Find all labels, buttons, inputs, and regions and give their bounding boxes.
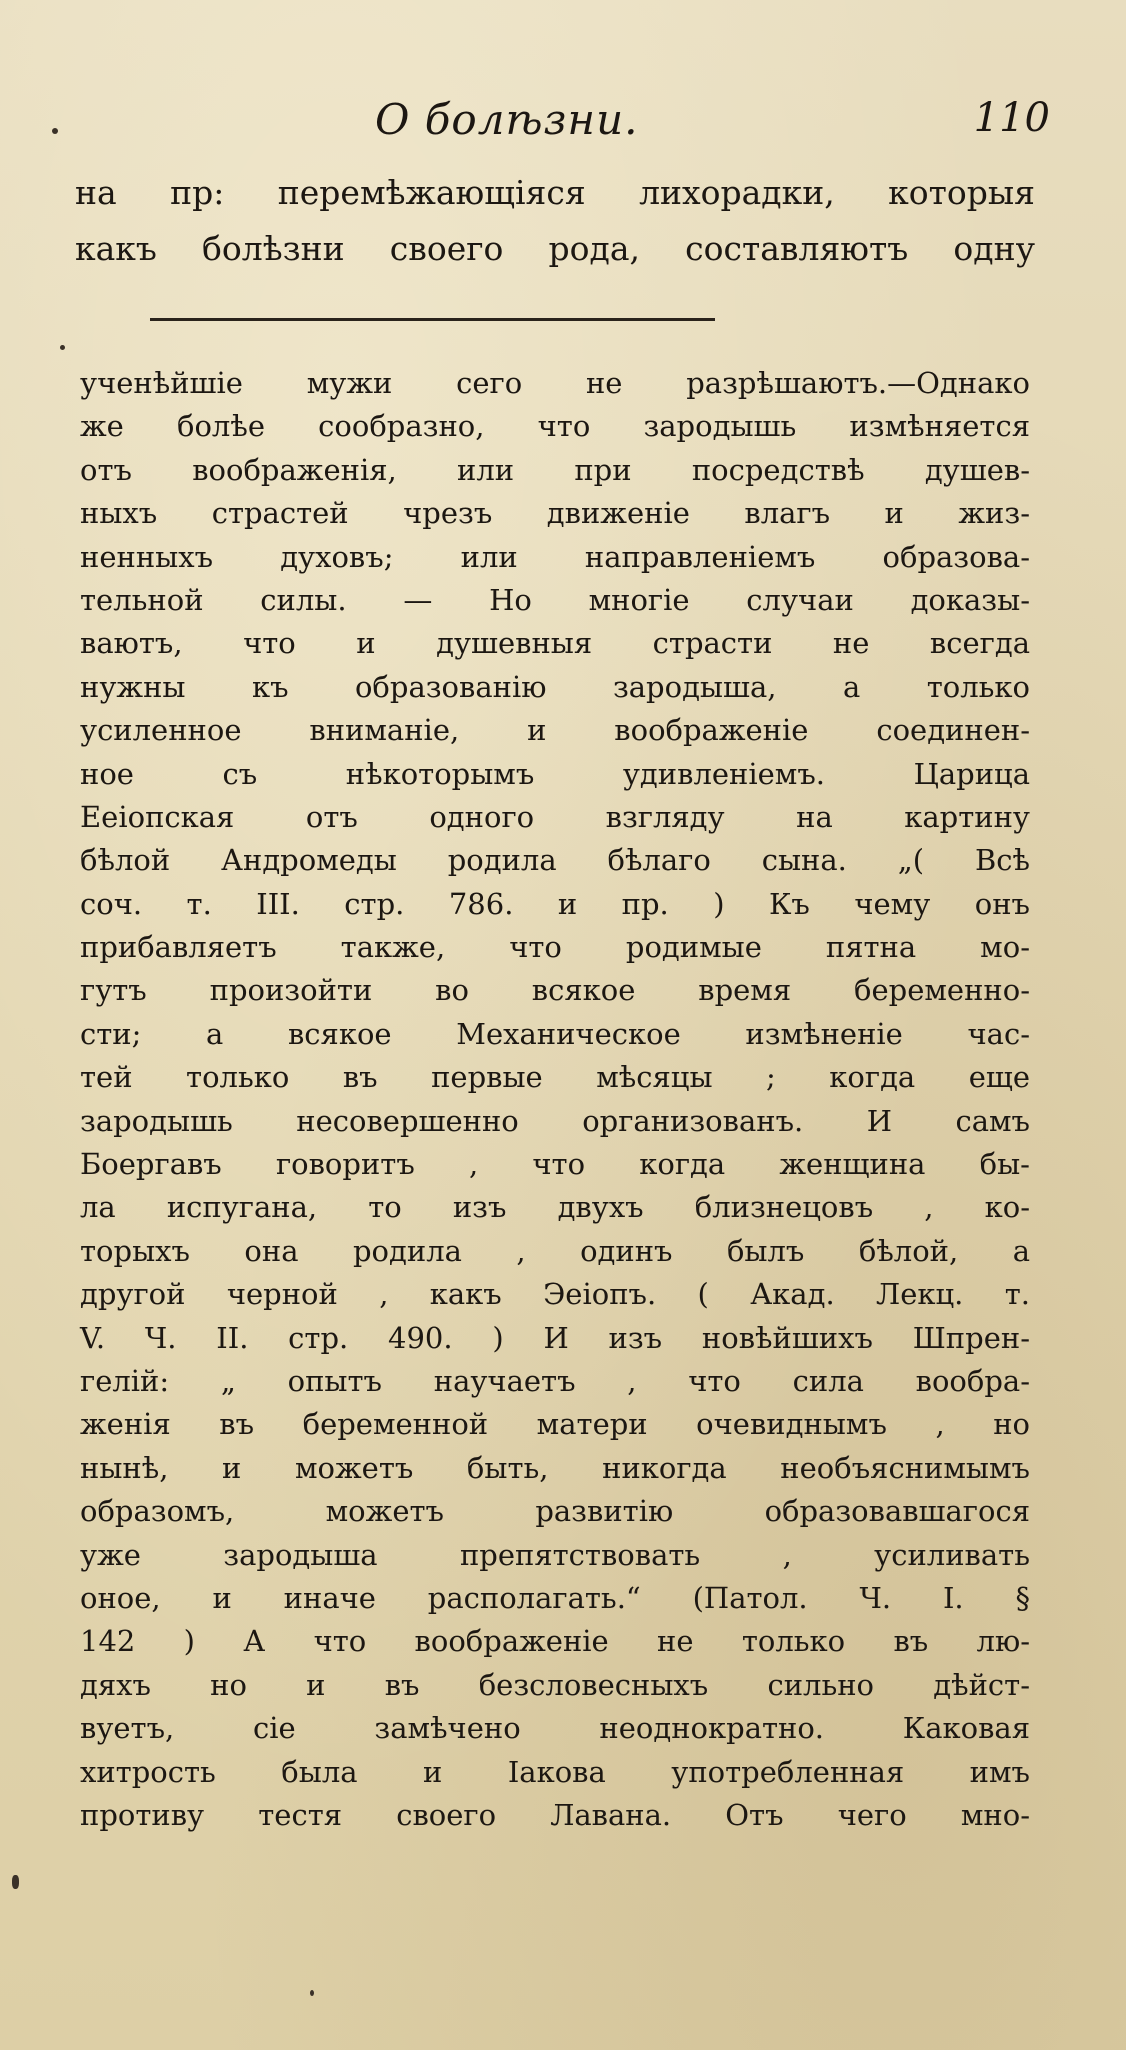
footnote-line: ныхъ страстей чрезъ движеніе влагъ и жиз- <box>80 496 1030 531</box>
footnote-line: ученѣйшіе мужи сего не разрѣшаютъ.—Однако <box>80 366 1030 400</box>
footnote-line: тельной силы. — Но многіе случаи доказы- <box>80 582 1030 617</box>
running-title: О болѣзни. <box>375 95 639 144</box>
footnote-line: образомъ, можетъ развитію образовавшагося <box>80 1494 1030 1529</box>
footnote-line: нынѣ, и можетъ быть, никогда необъяснимымъ <box>80 1450 1030 1485</box>
page-number: 110 <box>973 95 1050 141</box>
footnote-line: 142 ) А что воображеніе не только въ лю- <box>80 1624 1030 1659</box>
ink-speck <box>12 1875 19 1889</box>
footnote-line: ненныхъ духовъ; или направленіемъ образова- <box>80 539 1030 574</box>
main-text-line: какъ болѣзни своего рода, составляютъ одну <box>75 229 1035 268</box>
footnote-line: хитрость была и Іакова употребленная имъ <box>80 1754 1030 1789</box>
footnote-line: другой черной , какъ Эеіопъ. ( Акад. Лекц. т. <box>80 1277 1030 1312</box>
footnote-line: отъ воображенія, или при посредствѣ душев- <box>80 452 1030 487</box>
footnote-line: прибавляетъ также, что родимые пятна мо- <box>80 930 1030 965</box>
main-text <box>75 165 1035 277</box>
footnote-line: гелій: „ опытъ научаетъ , что сила вообра- <box>80 1363 1030 1398</box>
footnote-line: женія въ беременной матери очевиднымъ , но <box>80 1407 1030 1442</box>
footnote-line: противу тестя своего Лавана. Отъ чего мно- <box>80 1797 1030 1832</box>
footnote-line: тей только въ первые мѣсяцы ; когда еще <box>80 1060 1030 1095</box>
footnote-line: соч. т. III. стр. 786. и пр. ) Къ чему онъ <box>80 886 1030 921</box>
footnote-line: торыхъ она родила , одинъ былъ бѣлой, а <box>80 1233 1030 1268</box>
page-header <box>70 95 1050 155</box>
footnote-line: вуетъ, сіе замѣчено неоднократно. Каковая <box>80 1711 1030 1746</box>
footnote-line: Ееіопская отъ одного взгляду на картину <box>80 799 1030 834</box>
footnote-line: же болѣе сообразно, что зародышь измѣняется <box>80 409 1030 444</box>
footnote-line: сти; а всякое Механическое измѣненіе час- <box>80 1016 1030 1051</box>
footnote-line: ваютъ, что и душевныя страсти не всегда <box>80 626 1030 661</box>
footnote-line: оное, и иначе располагать.“ (Патол. Ч. I. § <box>80 1580 1030 1615</box>
footnote <box>80 362 1030 1837</box>
ink-speck <box>60 345 65 350</box>
footnote-line: дяхъ но и въ безсловесныхъ сильно дѣйст- <box>80 1667 1030 1702</box>
footnote-line: бѣлой Андромеды родила бѣлаго сына. „( Всѣ <box>80 843 1030 878</box>
footnote-line: ла испугана, то изъ двухъ близнецовъ , ко- <box>80 1190 1030 1225</box>
main-text-line: на пр: перемѣжающіяся лихорадки, которыя <box>75 173 1035 212</box>
footnote-line: уже зародыша препятствовать , усиливать <box>80 1537 1030 1572</box>
footnote-line: ное съ нѣкоторымъ удивленіемъ. Царица <box>80 756 1030 791</box>
ink-speck <box>52 128 58 134</box>
footnote-line: Боергавъ говоритъ , что когда женщина бы- <box>80 1147 1030 1182</box>
footnote-line: гутъ произойти во всякое время беременно- <box>80 973 1030 1008</box>
footnote-rule <box>150 318 715 321</box>
footnote-line: нужны къ образованію зародыша, а только <box>80 669 1030 704</box>
ink-speck <box>310 1990 314 1996</box>
footnote-line: V. Ч. II. стр. 490. ) И изъ новѣйшихъ Шпрен- <box>80 1320 1030 1355</box>
footnote-line: усиленное вниманіе, и воображеніе соединен- <box>80 713 1030 748</box>
footnote-line: зародышь несовершенно организованъ. И самъ <box>80 1103 1030 1138</box>
